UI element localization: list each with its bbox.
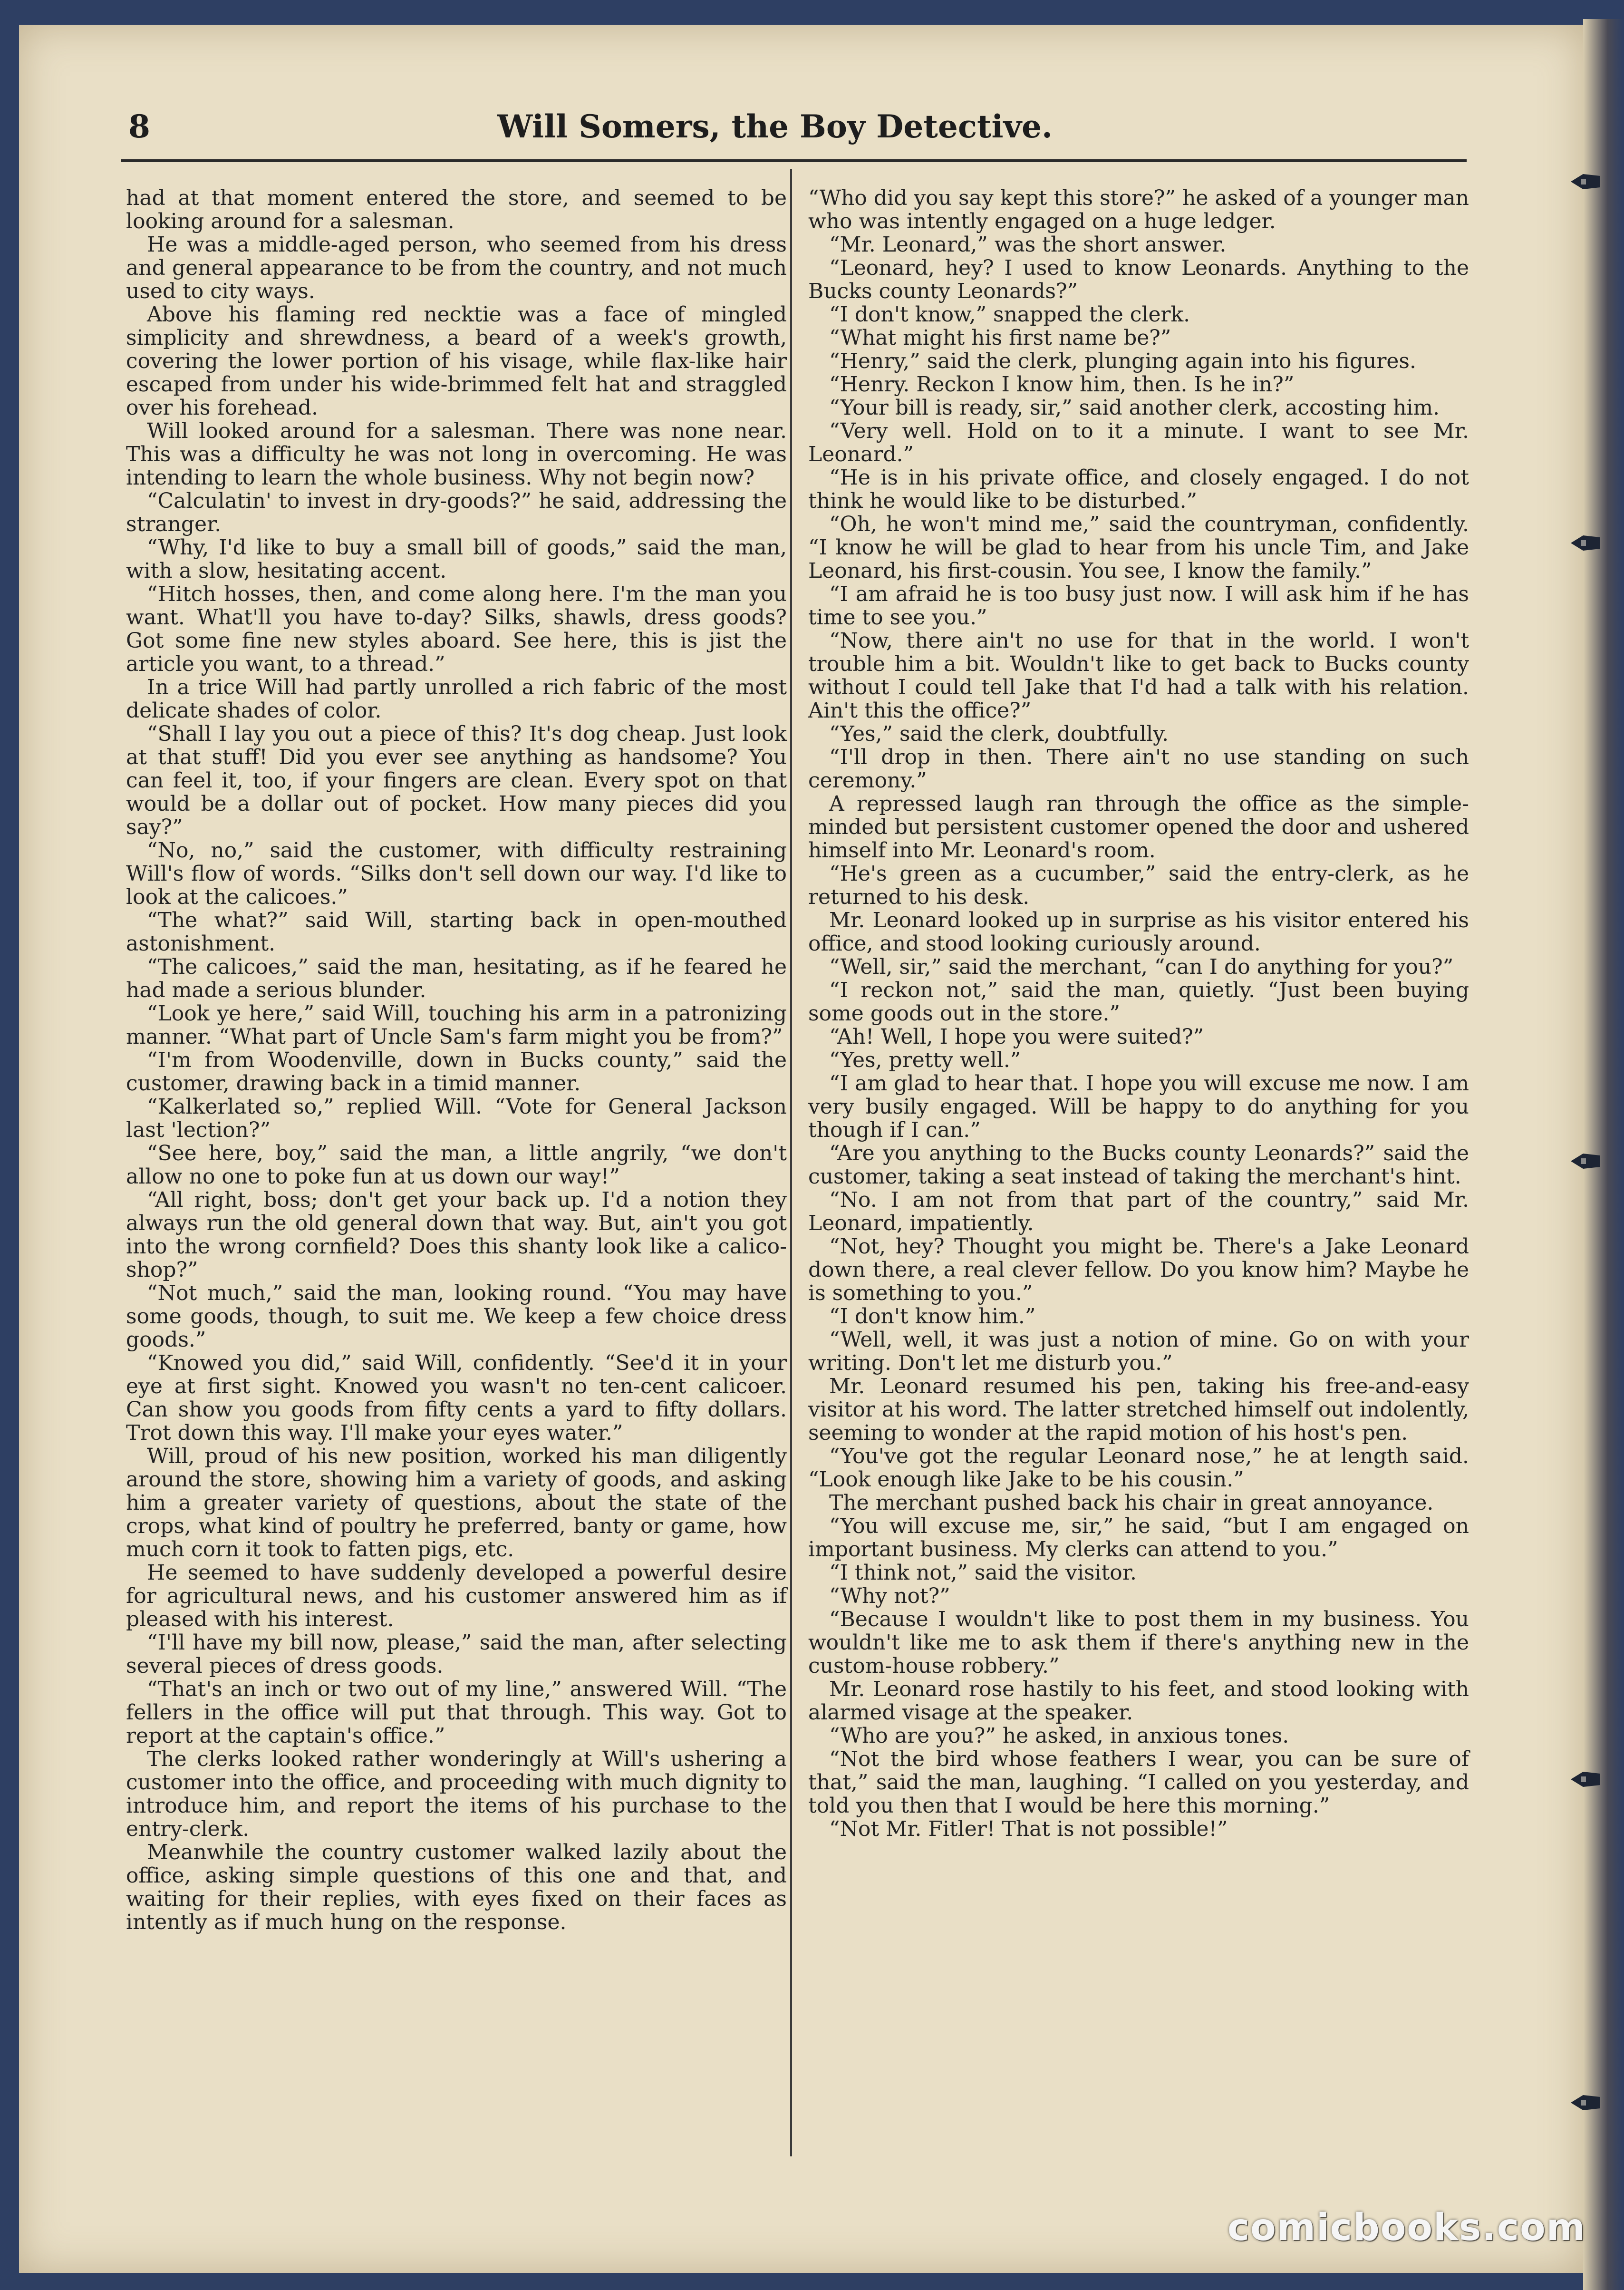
paragraph: “Very well. Hold on to it a minute. I want to see Mr. Leonard.” xyxy=(808,419,1469,466)
column-divider xyxy=(790,169,792,2156)
paragraph: “You will excuse me, sir,” he said, “but I am engaged on important business. My clerks can attend to you.” xyxy=(808,1514,1469,1562)
paragraph: “Mr. Leonard,” was the short answer. xyxy=(829,233,1227,257)
running-title: Will Somers, the Boy Detective. xyxy=(497,108,1053,145)
paragraph: “Now, there ain't no use for that in the world. I won't trouble him a bit. Wouldn't like to get back to Bucks county without I could tell Jake that I'd had a talk with his relation. Ain't this the office?” xyxy=(808,629,1469,723)
paragraph: “Not, hey? Thought you might be. There's a Jake Leonard down there, a real clever fellow. Do you know him? Maybe he is something to you.” xyxy=(808,1234,1469,1305)
paragraph: “Well, well, it was just a notion of mine. Go on with your writing. Don't let me disturb you.” xyxy=(808,1328,1469,1375)
paragraph: Above his flaming red necktie was a face of mingled simplicity and shrewdness, a beard of a week's growth, covering the lower portion of his visage, while flax-like hair escaped from under his wide-brimmed felt hat and straggled over his forehead. xyxy=(126,302,787,420)
paragraph: “Leonard, hey? I used to know Leonards. Anything to the Bucks county Leonards?” xyxy=(808,256,1469,303)
paragraph: “Because I wouldn't like to post them in my business. You wouldn't like me to ask them if there's anything new in the custom-house robbery.” xyxy=(808,1607,1469,1678)
paragraph: “I don't know,” snapped the clerk. xyxy=(829,302,1190,327)
paragraph: had at that moment entered the store, and seemed to be looking around for a salesman. xyxy=(126,186,787,233)
paragraph: “You've got the regular Leonard nose,” he at length said. “Look enough like Jake to be his cousin.” xyxy=(808,1444,1469,1492)
paragraph: “Knowed you did,” said Will, confidently. “See'd it in your eye at first sight. Knowed you wasn't no ten-cent calicoer. Can show you goods from fifty cents a yard to fifty dollars. Trot down this way. I'll make your eyes water.” xyxy=(126,1351,787,1445)
paragraph: Mr. Leonard rose hastily to his feet, and stood looking with alarmed visage at the speaker. xyxy=(808,1677,1469,1725)
paragraph: “All right, boss; don't get your back up. I'd a notion they always run the old general down that way. But, ain't you got into the wrong cornfield? Does this shanty look like a calico-shop?” xyxy=(126,1188,787,1282)
paragraph: “The calicoes,” said the man, hesitating, as if he feared he had made a serious blunder. xyxy=(126,955,787,1002)
paragraph: “I reckon not,” said the man, quietly. “Just been buying some goods out in the store.” xyxy=(808,978,1469,1026)
paragraph: He was a middle-aged person, who seemed from his dress and general appearance to be from the country, and not much used to city ways. xyxy=(126,233,787,303)
paragraph: “I'll have my bill now, please,” said the man, after selecting several pieces of dress goods. xyxy=(126,1630,787,1678)
paragraph: “I am glad to hear that. I hope you will excuse me now. I am very busily engaged. Will be happy to do anything for you though if I can.” xyxy=(808,1071,1469,1142)
paragraph: “That's an inch or two out of my line,” answered Will. “The fellers in the office will put that through. This way. Got to report at the captain's office.” xyxy=(126,1677,787,1748)
paragraph: “Who are you?” he asked, in anxious tones. xyxy=(829,1724,1289,1748)
paragraph: Will looked around for a salesman. There was none near. This was a difficulty he was not long in overcoming. He was intending to learn the whole business. Why not begin now? xyxy=(126,419,787,490)
paragraph: In a trice Will had partly unrolled a rich fabric of the most delicate shades of color. xyxy=(126,675,787,723)
paragraph: The merchant pushed back his chair in great annoyance. xyxy=(829,1491,1434,1515)
paragraph: “I don't know him.” xyxy=(829,1304,1036,1329)
paragraph: “He is in his private office, and closely engaged. I do not think he would like to be disturbed.” xyxy=(808,466,1469,513)
paragraph: “Why not?” xyxy=(829,1584,950,1608)
paragraph: Meanwhile the country customer walked lazily about the office, asking simple questions of this one and that, and waiting for their replies, with eyes fixed on their faces as intently as if much hung on the response. xyxy=(126,1840,787,1934)
paragraph: “Calculatin' to invest in dry-goods?” he said, addressing the stranger. xyxy=(126,489,787,536)
paragraph: “No. I am not from that part of the country,” said Mr. Leonard, impatiently. xyxy=(808,1188,1469,1235)
paragraph: “Your bill is ready, sir,” said another clerk, accosting him. xyxy=(829,396,1440,420)
paragraph: “He's green as a cucumber,” said the entry-clerk, as he returned to his desk. xyxy=(808,862,1469,909)
paragraph: “I am afraid he is too busy just now. I will ask him if he has time to see you.” xyxy=(808,582,1469,630)
paragraph: “Who did you say kept this store?” he asked of a younger man who was intently engaged on a huge ledger. xyxy=(808,186,1469,233)
paragraph: “Yes,” said the clerk, doubtfully. xyxy=(829,722,1169,746)
binding-tab-icon xyxy=(1569,171,1602,192)
paragraph: “The what?” said Will, starting back in open-mouthed astonishment. xyxy=(126,908,787,956)
paragraph: “See here, boy,” said the man, a little angrily, “we don't allow no one to poke fun at us down our way!” xyxy=(126,1141,787,1189)
paragraph: “Shall I lay you out a piece of this? It's dog cheap. Just look at that stuff! Did you ever see anything as handsome? You can feel it, too, if your fingers are clean. Every spot on that would be a dollar out of pocket. How many pieces did you say?” xyxy=(126,722,787,839)
paragraph: “Are you anything to the Bucks county Leonards?” said the customer, taking a seat instead of taking the merchant's hint. xyxy=(808,1141,1469,1189)
paragraph: “Hitch hosses, then, and come along here. I'm the man you want. What'll you have to-day? Silks, shawls, dress goods? Got some fine new styles aboard. See here, this is jist the article you want, to a thread.” xyxy=(126,582,787,676)
paragraph: “Henry. Reckon I know him, then. Is he in?” xyxy=(829,372,1295,397)
paragraph: “I think not,” said the visitor. xyxy=(829,1561,1137,1585)
binding-tab-icon xyxy=(1569,533,1602,553)
paragraph: “I'm from Woodenville, down in Bucks county,” said the customer, drawing back in a timid manner. xyxy=(126,1048,787,1096)
paragraph: “Not Mr. Fitler! That is not possible!” xyxy=(829,1817,1228,1841)
paragraph: Mr. Leonard looked up in surprise as his visitor entered his office, and stood looking curiously around. xyxy=(808,908,1469,956)
site-watermark: comicbooks.com xyxy=(1227,2206,1586,2249)
paragraph: Mr. Leonard resumed his pen, taking his free-and-easy visitor at his word. The latter stretched himself out indolently, seeming to wonder at the rapid motion of his host's pen. xyxy=(808,1374,1469,1445)
paragraph: “Not the bird whose feathers I wear, you can be sure of that,” said the man, laughing. “I called on you yesterday, and told you then that I would be here this morning.” xyxy=(808,1747,1469,1818)
paragraph: “No, no,” said the customer, with difficulty restraining Will's flow of words. “Silks don't sell down our way. I'd like to look at the calicoes.” xyxy=(126,838,787,909)
paragraph: “I'll drop in then. There ain't no use standing on such ceremony.” xyxy=(808,745,1469,793)
paragraph: “Oh, he won't mind me,” said the countryman, confidently. “I know he will be glad to hear from his uncle Tim, and Jake Leonard, his first-cousin. You see, I know the family.” xyxy=(808,512,1469,583)
page-header xyxy=(90,97,1460,159)
paragraph: “Not much,” said the man, looking round. “You may have some goods, though, to suit me. We keep a few choice dress goods.” xyxy=(126,1281,787,1352)
paragraph: “Well, sir,” said the merchant, “can I do anything for you?” xyxy=(829,955,1454,979)
binding-tab-icon xyxy=(1569,1151,1602,1172)
paragraph: “What might his first name be?” xyxy=(829,326,1171,350)
paragraph: “Why, I'd like to buy a small bill of goods,” said the man, with a slow, hesitating accent. xyxy=(126,535,787,583)
right-column xyxy=(808,186,1469,1841)
paragraph: “Ah! Well, I hope you were suited?” xyxy=(829,1025,1204,1049)
page-number: 8 xyxy=(128,108,150,145)
paragraph: “Yes, pretty well.” xyxy=(829,1048,1021,1072)
left-column xyxy=(126,186,787,1934)
paragraph: The clerks looked rather wonderingly at Will's ushering a customer into the office, and proceeding with much dignity to introduce him, and report the items of his purchase to the entry-clerk. xyxy=(126,1747,787,1841)
paragraph: A repressed laugh ran through the office as the simple-minded but persistent customer opened the door and ushered himself into Mr. Leonard's room. xyxy=(808,792,1469,863)
paragraph: “Look ye here,” said Will, touching his arm in a patronizing manner. “What part of Uncle Sam's farm might you be from?” xyxy=(126,1001,787,1049)
paragraph: “Kalkerlated so,” replied Will. “Vote for General Jackson last 'lection?” xyxy=(126,1095,787,1142)
binding-tab-icon xyxy=(1569,1769,1602,1790)
paragraph: “Henry,” said the clerk, plunging again into his figures. xyxy=(829,349,1416,373)
binding-tab-icon xyxy=(1569,2092,1602,2113)
paragraph: He seemed to have suddenly developed a powerful desire for agricultural news, and his customer answered him as if pleased with his interest. xyxy=(126,1561,787,1631)
header-rule xyxy=(121,159,1467,162)
paragraph: Will, proud of his new position, worked his man diligently around the store, showing him a variety of goods, and asking him a greater variety of questions, about the state of the crops, what kind of poultry he preferred, banty or game, how much corn it took to fatten pigs, etc. xyxy=(126,1444,787,1562)
